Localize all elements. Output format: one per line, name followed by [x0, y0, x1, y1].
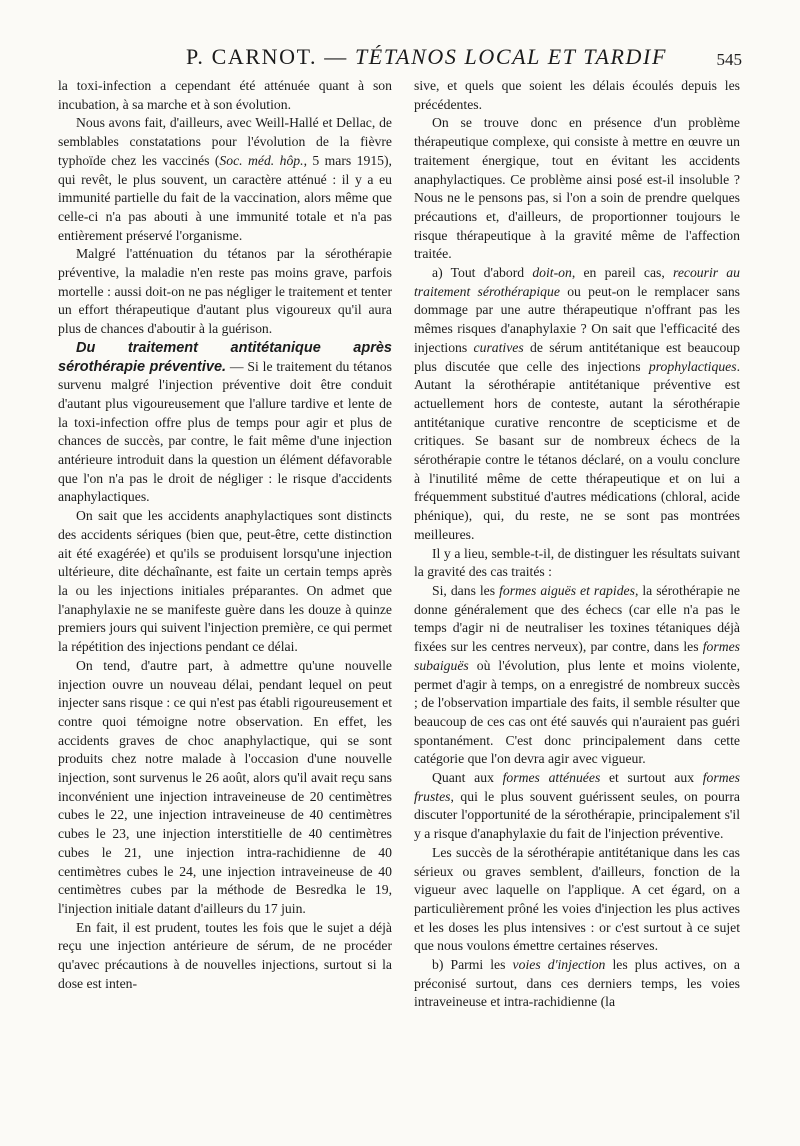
paragraph: Il y a lieu, semble-t-il, de distinguer les résultats suivant la gravité des cas traités :: [414, 545, 740, 580]
header-author: P. CARNOT.: [186, 44, 318, 69]
section-heading: Du traitement antitétanique après sérothérapie préventive.: [58, 339, 392, 375]
header-separator: —: [324, 44, 348, 69]
header-title: TÉTANOS LOCAL ET TARDIF: [354, 44, 668, 69]
paragraph: sive, et quels que soient les délais écoulés depuis les précédentes.: [414, 78, 740, 112]
paragraph: Les succès de la sérothérapie antitétanique dans les cas sérieux ou graves semblent, d'ailleurs, fonction de la vigueur avec laquelle on l'applique. A cet égard, on a particulièrement prôné les voies d'injection les plus actives et les doses les plus intensives : or c'est surtout à ce sujet que nous voulons émettre certaines réserves.: [414, 844, 740, 954]
left-column: [58, 77, 392, 993]
right-column: [414, 77, 740, 1012]
paragraph: Du traitement antitétanique après sérothérapie préventive. — Si le traitement du tétanos survenu malgré l'injection préventive doit être conduit d'autant plus vigoureusement que l'allure tardive et lente de la toxi-infection offre plus de temps pour agir et plus de chances de succès, par contre, le fait même d'une injection antérieure introduit dans la question un élément défavorable que l'on n'a pas le droit de négliger : le risque d'accidents anaphylactiques.: [58, 339, 392, 505]
page-header: [0, 44, 800, 78]
paragraph: On sait que les accidents anaphylactiques sont distincts des accidents sériques (bien que, peut-être, cette distinction ait été exagérée) et qu'ils se produisent lorsqu'une injection ultérieure, dite déchaînante, est faite un certain temps après la ou les injections initiales préparantes. On admet que l'anaphylaxie ne se manifeste guère dans les douze à quinze premiers jours qui suivent l'injection première, ce qui permet la répétition des injections pendant ce délai.: [58, 508, 392, 655]
running-head: [186, 44, 667, 70]
paragraph: b) Parmi les voies d'injection les plus actives, on a préconisé surtout, dans ces derniers temps, les voies intraveineuse et intra-rachidienne (la: [414, 957, 740, 1010]
paragraph: Si, dans les formes aiguës et rapides, la sérothérapie ne donne généralement que des échecs (car elle n'a pas le temps d'agir ni de neutraliser les toxines tétaniques déjà fixées sur les centres nerveux), par contre, dans les formes subaiguës où l'évolution, plus lente et moins violente, permet d'agir à temps, on a enregistré de nombreux succès ; de l'observation impartiale des faits, il semble résulter que beaucoup de ces cas ont été sauvés qui n'auraient pas guéri spontanément. C'est donc principalement dans cette catégorie que l'on devra agir avec vigueur.: [414, 582, 740, 767]
paragraph: la toxi-infection a cependant été atténuée quant à son incubation, à sa marche et à son évolution.: [58, 78, 392, 112]
paragraph: Quant aux formes atténuées et surtout aux formes frustes, qui le plus souvent guérissent seules, on pourra discuter l'opportunité de la sérothérapie, principalement s'il y a risque d'anaphylaxie du fait de l'injection préventive.: [414, 770, 741, 842]
paragraph: a) Tout d'abord doit-on, en pareil cas, recourir au traitement sérothérapique ou peut-on le remplacer sans dommage par une autre thérapeutique n'offrant pas les mêmes risques d'anaphylaxie ? On sait que l'efficacité des injections curatives de sérum antitétanique est beaucoup plus discutée que celle des injections prophylactiques. Autant la sérothérapie antitétanique préventive est actuellement hors de conteste, autant la sérothérapie antitétanique curative rencontre de scepticisme et de critiques. Se basant sur de nombreux échecs de la sérothérapie contre le tétanos déclaré, on a voulu conclure à l'inutilité même de cette thérapeutique et on lui a fréquemment substitué d'autres médications (chloral, acide phénique), qui, du reste, ne se sont pas montrées meilleures.: [414, 265, 740, 542]
paragraph: On se trouve donc en présence d'un problème thérapeutique complexe, qui consiste à mettre en œuvre un traitement énergique, tout en évitant les accidents anaphylactiques. Ce problème ainsi posé est-il insoluble ? Nous ne le pensons pas, si l'on a soin de prendre quelques précautions et, d'ailleurs, de proportionner toujours le risque thérapeutique à la gravité même de l'affection traitée.: [414, 115, 740, 262]
page-number: 545: [716, 50, 742, 69]
paragraph: Malgré l'atténuation du tétanos par la sérothérapie préventive, la maladie n'en reste pas moins grave, parfois mortelle : aussi doit-on ne pas négliger le traitement et tenter un effort thérapeutique d'autant plus vigoureux qu'il aura plus de chances d'aboutir à la guérison.: [58, 246, 392, 337]
citation: Soc. méd. hôp.: [219, 152, 304, 168]
paragraph: On tend, d'autre part, à admettre qu'une nouvelle injection ouvre un nouveau délai, pendant lequel on peut injecter sans risque : ce qui n'est pas établi rigoureusement et contre quoi témoigne notre observation. En effet, les accidents graves de choc anaphylactique, qui se sont produits chez notre malade à l'occasion d'une nouvelle injection, sont survenus le 26 août, alors qu'il avait reçu sans inconvénient une injection intraveineuse de 20 centimètres cubes le 22, une injection intraveineuse de 40 centimètres cubes le 23, une injection interstitielle de 40 centimètres cubes le 21, une injection intra-rachidienne de 40 centimètres cubes le 24, une injection intraveineuse de 40 centimètres cubes par la méthode de Besredka le 19, l'injection initiale datant d'ailleurs du 17 juin.: [58, 657, 392, 916]
paragraph: Nous avons fait, d'ailleurs, avec Weill-Hallé et Dellac, de semblables constatations pour l'évolution de la fièvre typhoïde chez les vaccinés (Soc. méd. hôp., 5 mars 1915), qui revêt, le plus souvent, un caractère atténué : il y a eu immunité partielle du fait de la vaccination, alors même que celle-ci n'a pas abouti à une immunité totale et n'a pas entièrement préservé l'organisme.: [58, 115, 392, 243]
paragraph: En fait, il est prudent, toutes les fois que le sujet a déjà reçu une injection antérieure de sérum, de ne procéder qu'avec précautions à de nouvelles injections, surtout si la dose est inten-: [58, 919, 392, 991]
